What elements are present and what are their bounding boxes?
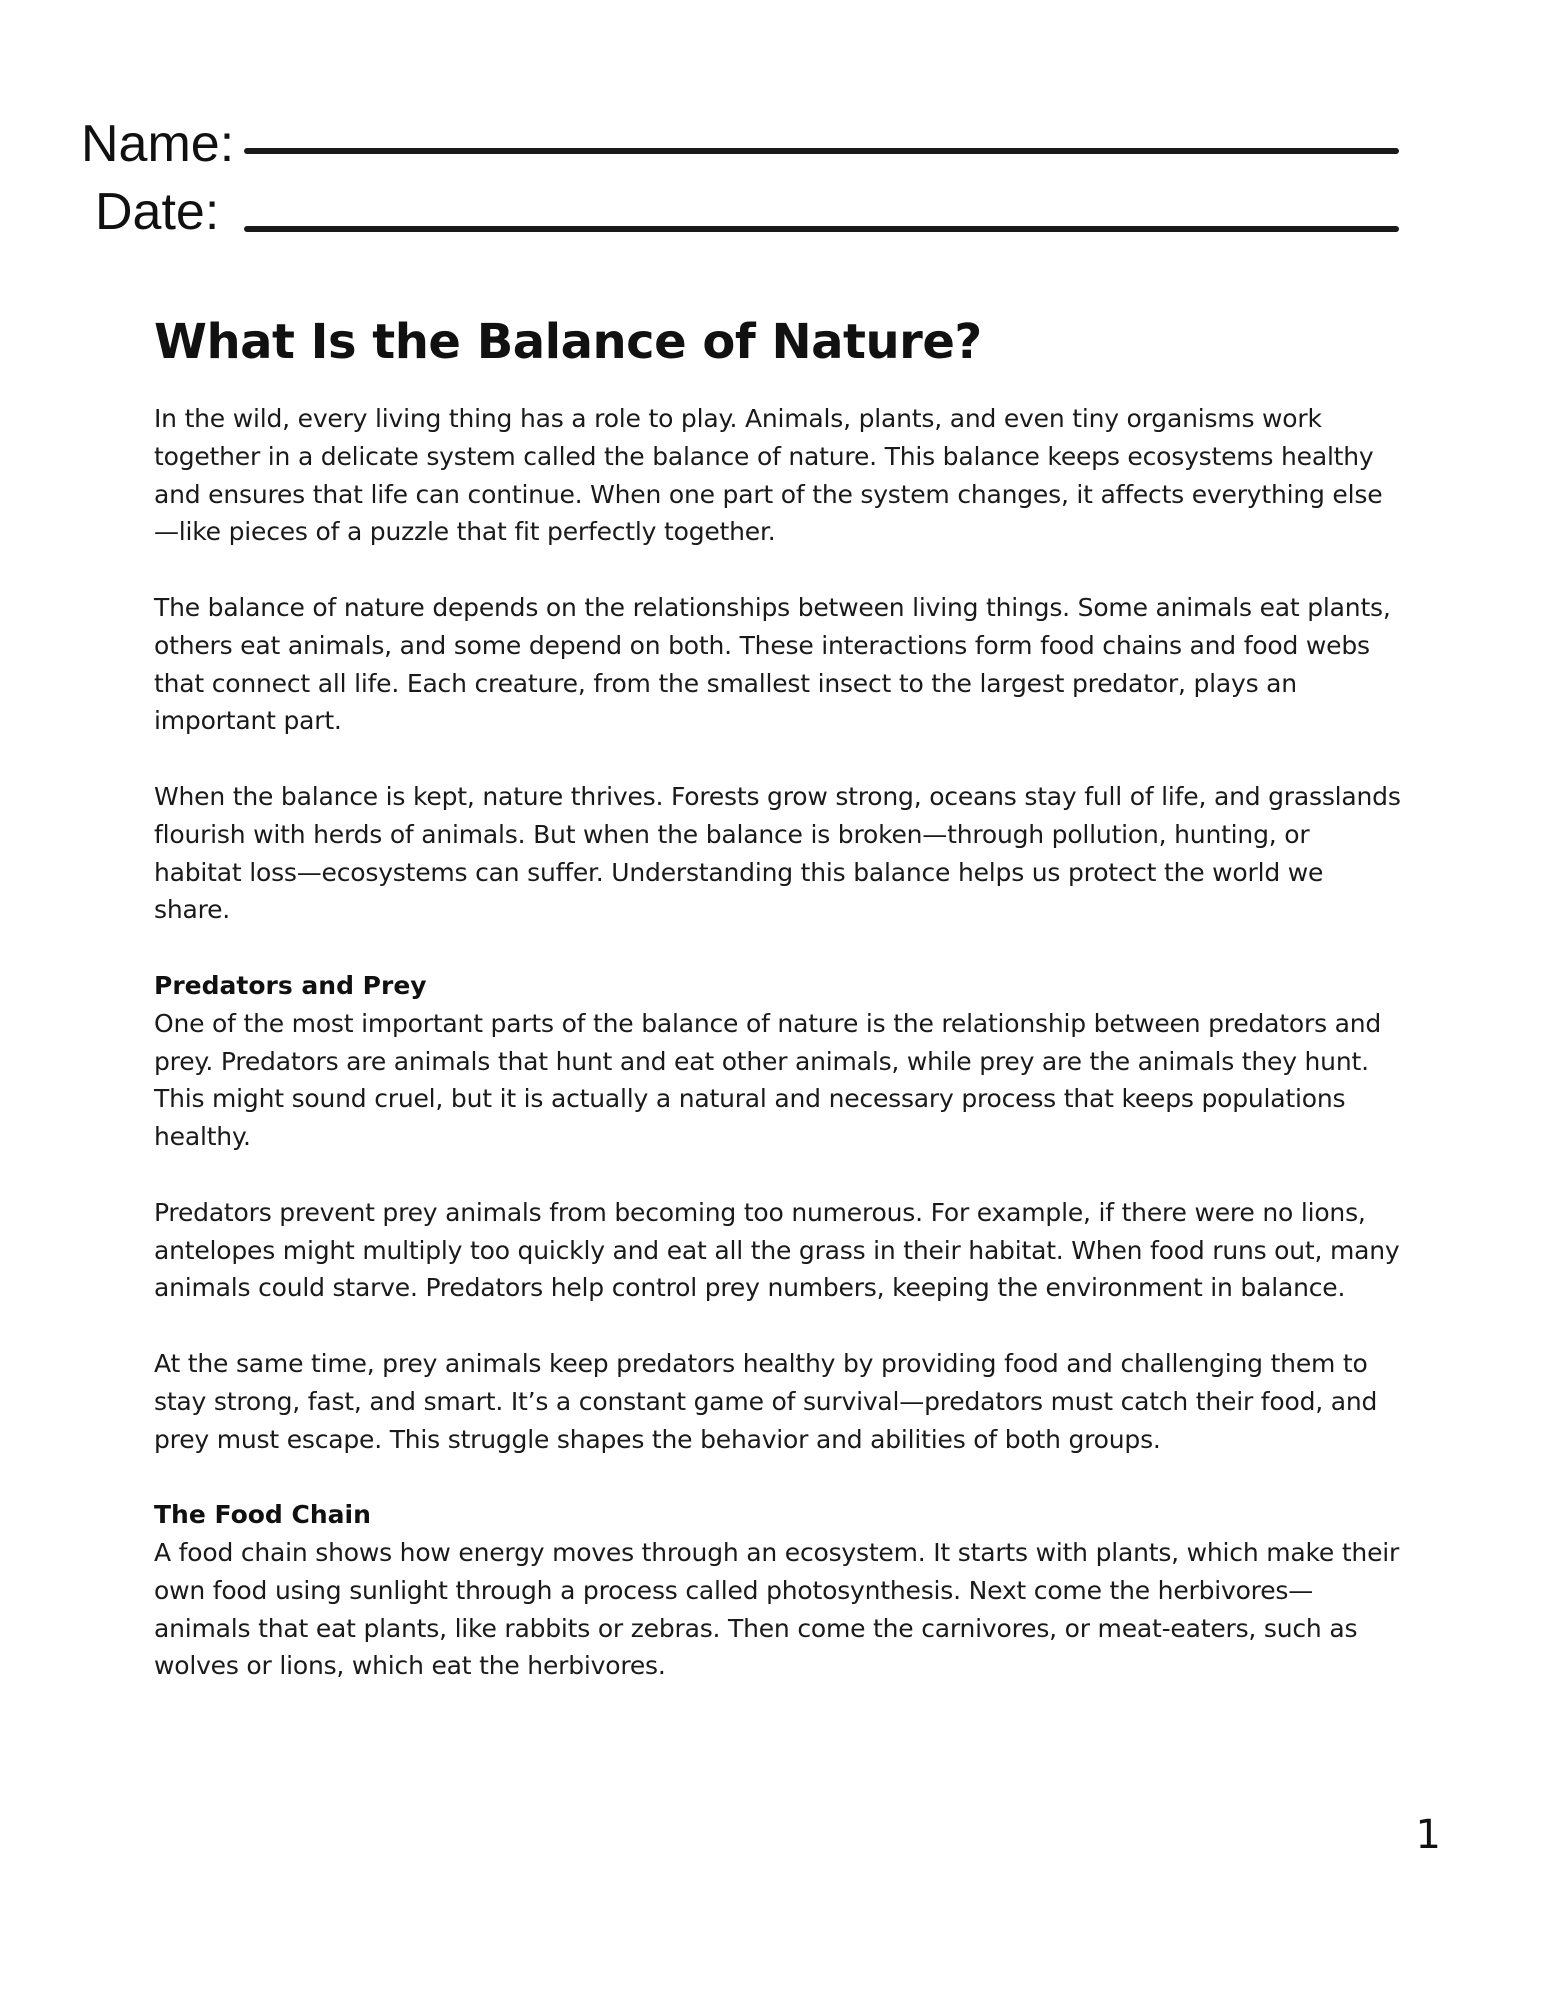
date-label: Date: (95, 183, 220, 241)
section-paragraph: At the same time, prey animals keep predators healthy by providing food and challenging them to stay strong, fast, and smart. It’s a constant game of survival—predators must catch their food, and prey must escape. This struggle shapes the behavior and abilities of both groups. (154, 1348, 1378, 1454)
intro-paragraph-1: In the wild, every living thing has a role to play. Animals, plants, and even tiny organisms work together in a delicate system called the balance of nature. This balance keeps ecosystems healthy and ensures that life can continue. When one part of the system changes, it affects everything else—like pieces of a puzzle that fit perfectly together. (154, 404, 1383, 547)
article (154, 312, 1404, 1723)
intro-paragraph-3: When the balance is kept, nature thrives. Forests grow strong, oceans stay full of life, and grasslands flourish with herds of animals. But when the balance is broken—through pollution, hunting, or habitat loss—ecosystems can suffer. Understanding this balance helps us protect the world we share. (154, 781, 1401, 925)
section-heading: Predators and Prey (154, 970, 427, 1000)
section-paragraph: One of the most important parts of the balance of nature is the relationship between predators and prey. Predators are animals that hunt and eat other animals, while prey are the animals they hunt. This might sound cruel, but it is actually a natural and necessary process that keeps populations healthy. (154, 1008, 1382, 1152)
section-heading: The Food Chain (154, 1500, 371, 1530)
section-predators-and-prey (154, 967, 1404, 1458)
intro-paragraph-2: The balance of nature depends on the relationships between living things. Some animals eat plants, others eat animals, and some depend on both. These interactions form food chains and food webs that connect all life. Each creature, from the smallest insect to the largest predator, plays an important part. (154, 592, 1391, 736)
name-write-line[interactable] (244, 148, 1399, 154)
name-label: Name: (81, 115, 235, 173)
date-write-line[interactable] (244, 226, 1399, 232)
page-number: 1 (1415, 1812, 1441, 1858)
section-paragraph: Predators prevent prey animals from becoming too numerous. For example, if there were no lions, antelopes might multiply too quickly and eat all the grass in their habitat. When food runs out, many animals could starve. Predators help control prey numbers, keeping the environment in balance. (154, 1197, 1400, 1303)
section-food-chain (154, 1496, 1404, 1685)
page-title: What Is the Balance of Nature? (154, 314, 982, 370)
section-paragraph: A food chain shows how energy moves through an ecosystem. It starts with plants, which make their own food using sunlight through a process called photosynthesis. Next come the herbivores—animals that eat plants, like rabbits or zebras. Then come the carnivores, or meat-eaters, such as wolves or lions, which eat the herbivores. (154, 1537, 1400, 1681)
